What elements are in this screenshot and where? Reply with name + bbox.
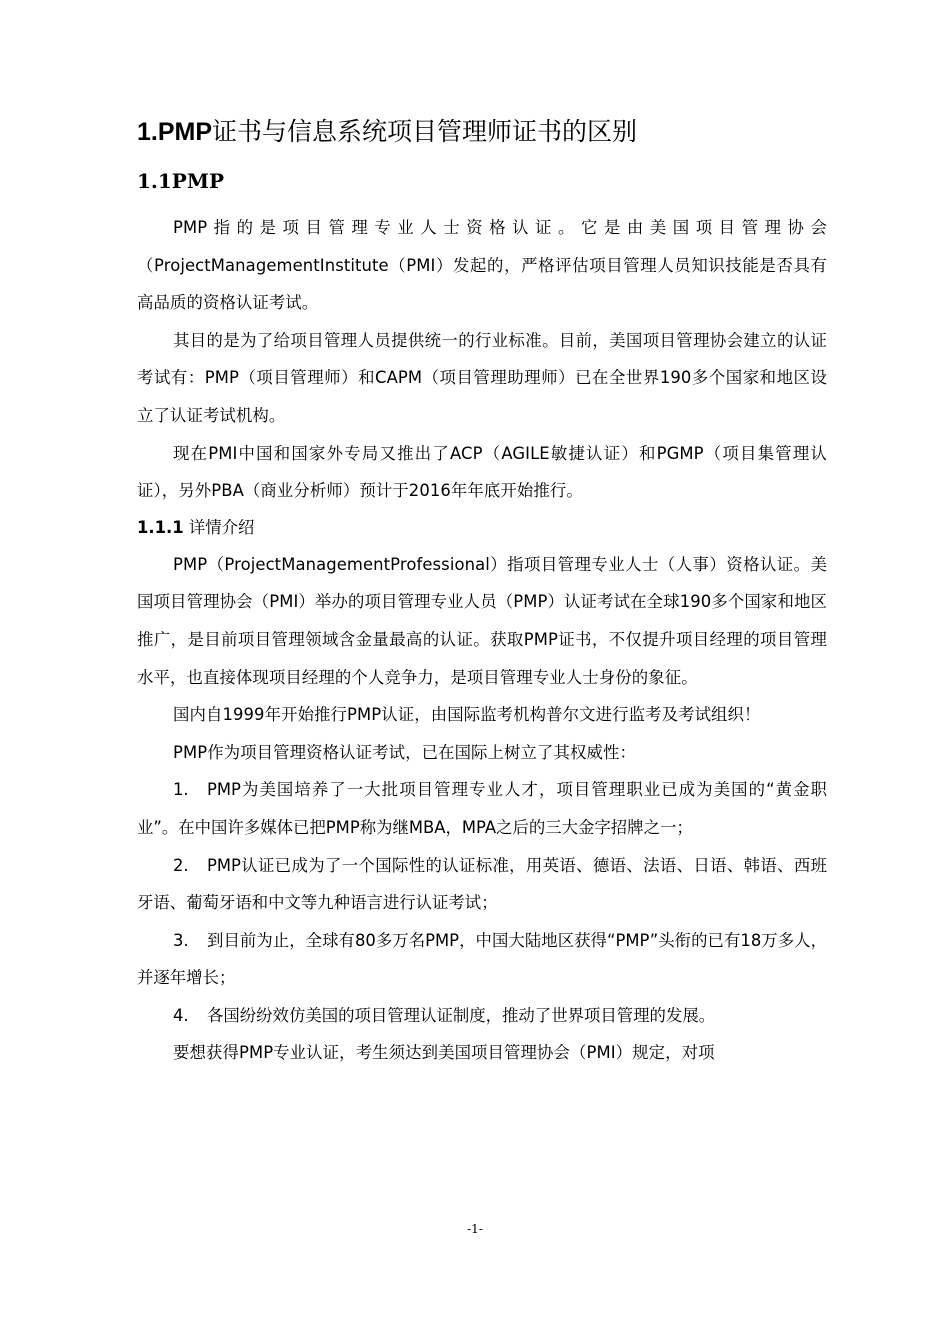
paragraph: PMP指的是项目管理专业人士资格认证。它是由美国项目管理协会（ProjectManagementInstitute（PMI）发起的，严格评估项目管理人员知识技能是否具有高品质的资格认证考试。 bbox=[137, 218, 827, 313]
list-item-number: 4. bbox=[173, 1005, 189, 1025]
heading-1-text: 证书与信息系统项目管理师证书的区别 bbox=[212, 118, 638, 146]
heading-3 bbox=[137, 510, 827, 546]
paragraph: 国内自1999年开始推行PMP认证，由国际监考机构普尔文进行监考及考试组织！ bbox=[173, 705, 761, 725]
list-item-number: 3. bbox=[173, 930, 189, 950]
paragraph: 现在PMI中国和国家外专局又推出了ACP（AGILE敏捷认证）和PGMP（项目集管理认证），另外PBA（商业分析师）预计于2016年年底开始推行。 bbox=[137, 443, 827, 501]
list-item-text: PMP为美国培养了一大批项目管理专业人才，项目管理职业已成为美国的“黄金职业”。在中国许多媒体已把PMP称为继MBA，MPA之后的三大金字招牌之一； bbox=[137, 780, 827, 837]
list-item bbox=[137, 922, 827, 997]
list-item bbox=[137, 997, 827, 1035]
list-item bbox=[137, 771, 827, 846]
list-item-text: 各国纷纷效仿美国的项目管理认证制度，推动了世界项目管理的发展。 bbox=[207, 1005, 716, 1025]
paragraph: PMP作为项目管理资格认证考试，已在国际上树立了其权威性： bbox=[173, 742, 636, 762]
list-item-number: 2. bbox=[173, 855, 189, 875]
heading-3-text: 详情介绍 bbox=[188, 517, 255, 537]
document-body bbox=[137, 112, 827, 1072]
heading-1 bbox=[137, 112, 827, 152]
heading-2: 1.1PMP bbox=[137, 169, 225, 193]
heading-3-number: 1.1.1 bbox=[137, 517, 184, 537]
page-number: -1- bbox=[467, 1222, 483, 1236]
list-item-text: 到目前为止，全球有80多万名PMP，中国大陆地区获得“PMP”头衔的已有18万多人，并逐年增长； bbox=[137, 930, 827, 988]
paragraph: 要想获得PMP专业认证，考生须达到美国项目管理协会（PMI）规定，对项 bbox=[173, 1043, 715, 1063]
list-item-number: 1. bbox=[173, 780, 189, 800]
list-item-text: PMP认证已成为了一个国际性的认证标准，用英语、德语、法语、日语、韩语、西班牙语、葡萄牙语和中文等九种语言进行认证考试； bbox=[137, 855, 827, 913]
heading-1-number: 1.PMP bbox=[137, 118, 213, 146]
list-item bbox=[137, 847, 827, 922]
paragraph: 其目的是为了给项目管理人员提供统一的行业标准。目前，美国项目管理协会建立的认证考试有：PMP（项目管理师）和CAPM（项目管理助理师）已在全世界190多个国家和地区设立了认证考试机构。 bbox=[137, 330, 827, 425]
paragraph: PMP（ProjectManagementProfessional）指项目管理专业人士（人事）资格认证。美国项目管理协会（PMI）举办的项目管理专业人员（PMP）认证考试在全球190多个国家和地区推广，是目前项目管理领域含金量最高的认证。获取PMP证书，不仅提升项目经理的项目管理水平，也直接体现项目经理的个人竞争力，是项目管理专业人士身份的象征。 bbox=[137, 554, 827, 687]
